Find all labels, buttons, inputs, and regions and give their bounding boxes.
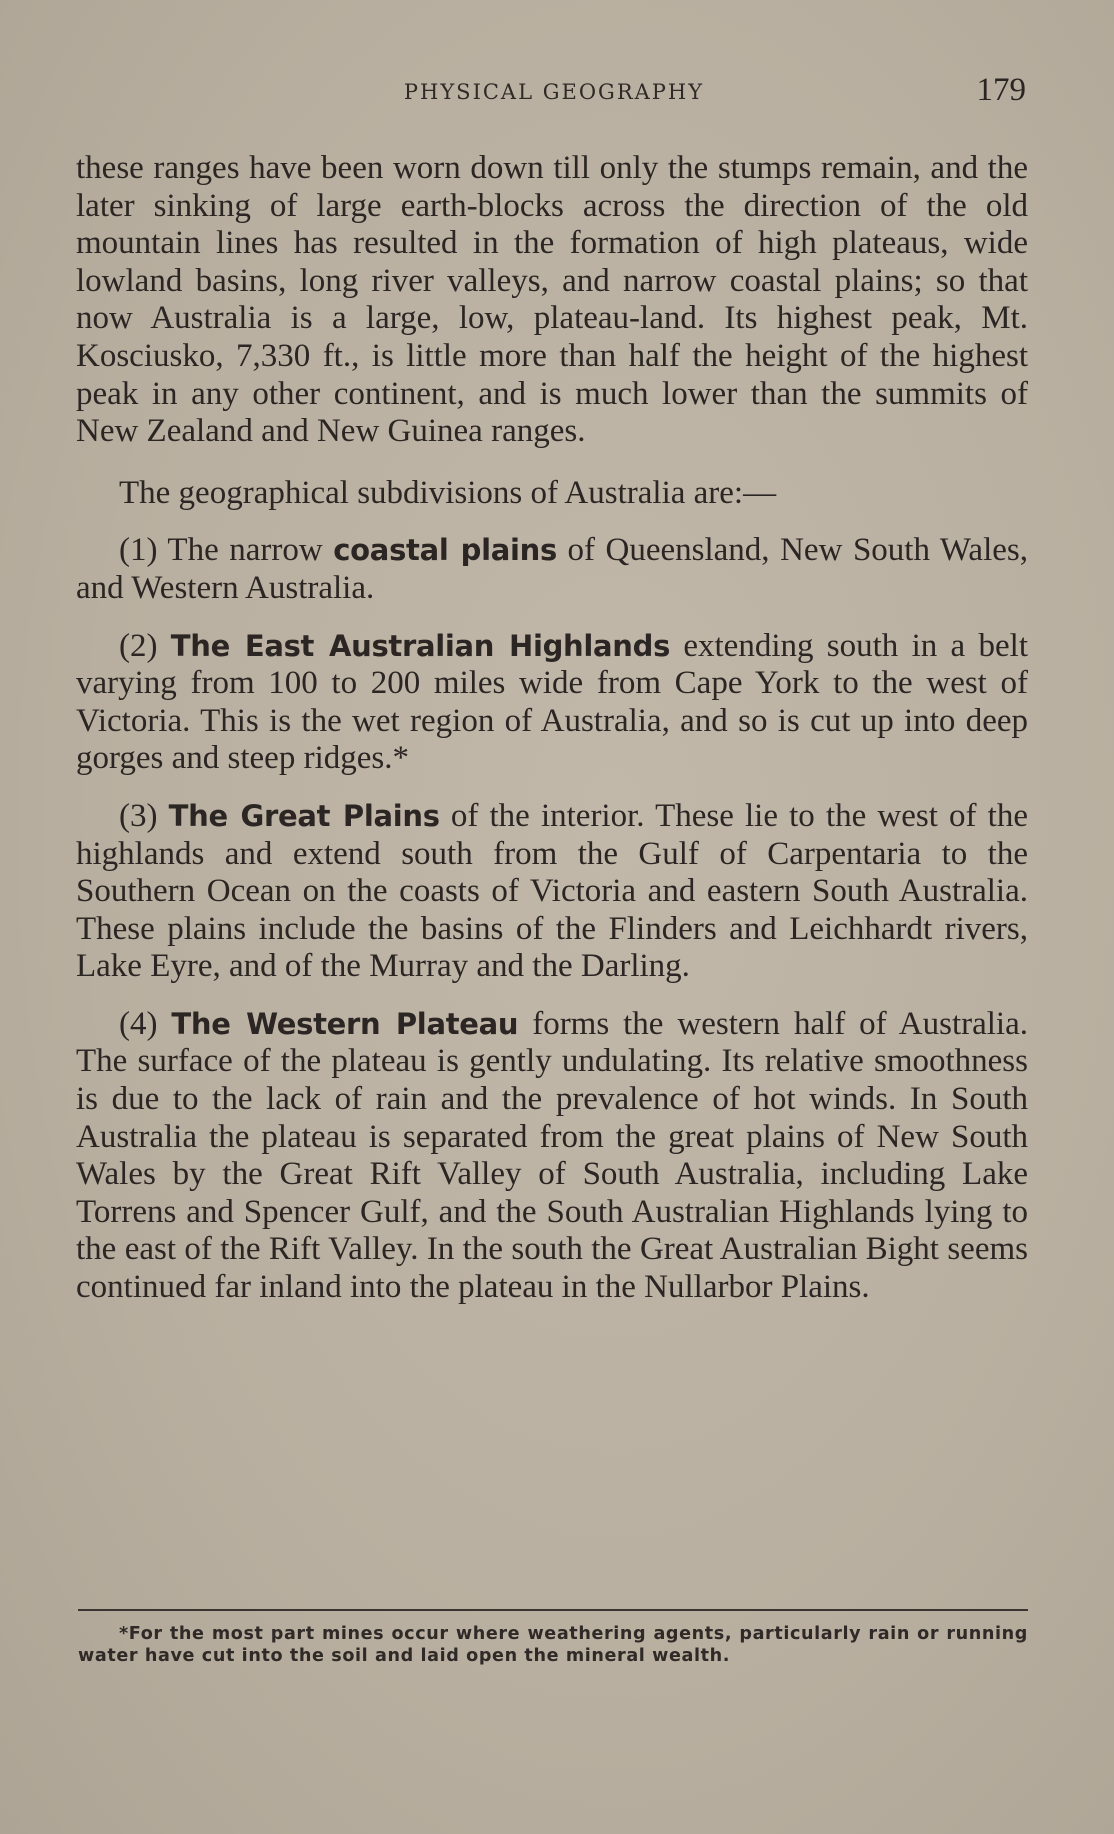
- paragraph-coastal-plains: [76, 532, 1028, 607]
- paragraph-prefix: (4): [119, 1005, 172, 1042]
- paragraph-prefix: (2): [119, 627, 171, 664]
- paragraph-east-highlands: [76, 628, 1028, 778]
- paragraph-prefix: (3): [119, 797, 169, 834]
- footnote-rule: [78, 1609, 1028, 1611]
- page-number: 179: [976, 72, 1026, 108]
- paragraph-rest: forms the western half of Australia. The surface of the plateau is gently undulating. Its relative smoothness is due to the lack of rain and the prevalence of hot winds. In South Australia the plateau is separated from the great plains of New South Wales by the Great Rift Valley of South Australia, including Lake Torrens and Spencer Gulf, and the South Australian Highlands lying to the east of the Rift Valley. In the south the Great Australian Bight seems continued far inland into the plateau in the Nullarbor Plains.: [76, 1005, 1028, 1306]
- footnote: *For the most part mines occur where weathering agents, particularly rain or running water have cut into the soil and laid open the mineral wealth.: [78, 1624, 1028, 1666]
- body-text: [76, 150, 1028, 1327]
- paragraph-western-plateau: [76, 1006, 1028, 1307]
- paragraph-subdivisions-intro: The geographical subdivisions of Australia are:—: [119, 474, 777, 511]
- bold-term: coastal plains: [333, 533, 557, 568]
- bold-term: The East Australian Highlands: [170, 628, 671, 663]
- paragraph-prefix: (1) The narrow: [119, 532, 334, 569]
- bold-term: The Western Plateau: [171, 1006, 519, 1041]
- paragraph-great-plains: [76, 798, 1028, 986]
- running-head: PHYSICAL GEOGRAPHY: [403, 80, 705, 104]
- paragraph-rest: of Queensland, New South Wales, and Western Australia.: [76, 532, 1028, 606]
- bold-term: The Great Plains: [168, 798, 440, 833]
- paragraph-continuation: these ranges have been worn down till only the stumps remain, and the later sinking of large earth-blocks across the direction of the old mountain lines has resulted in the formation of high plateaus, wide lowland basins, long river valleys, and narrow coastal plains; so that now Australia is a large, low, plateau-land. Its highest peak, Mt. Kosciusko, 7,330 ft., is little more than half the height of the highest peak in any other continent, and is much lower than the summits of New Zealand and New Guinea ranges.: [76, 150, 1028, 450]
- page-header: [76, 72, 1032, 116]
- paragraph-rest: of the interior. These lie to the west of the highlands and extend south from the Gulf of Carpentaria to the Southern Ocean on the coasts of Victoria and eastern South Australia. These plains include the basins of the Flinders and Leichhardt rivers, Lake Eyre, and of the Murray and the Darling.: [76, 797, 1028, 985]
- paragraph-rest: extending south in a belt varying from 100 to 200 miles wide from Cape York to the west of Victoria. This is the wet region of Australia, and so is cut up into deep gorges and steep ridges.*: [76, 627, 1028, 777]
